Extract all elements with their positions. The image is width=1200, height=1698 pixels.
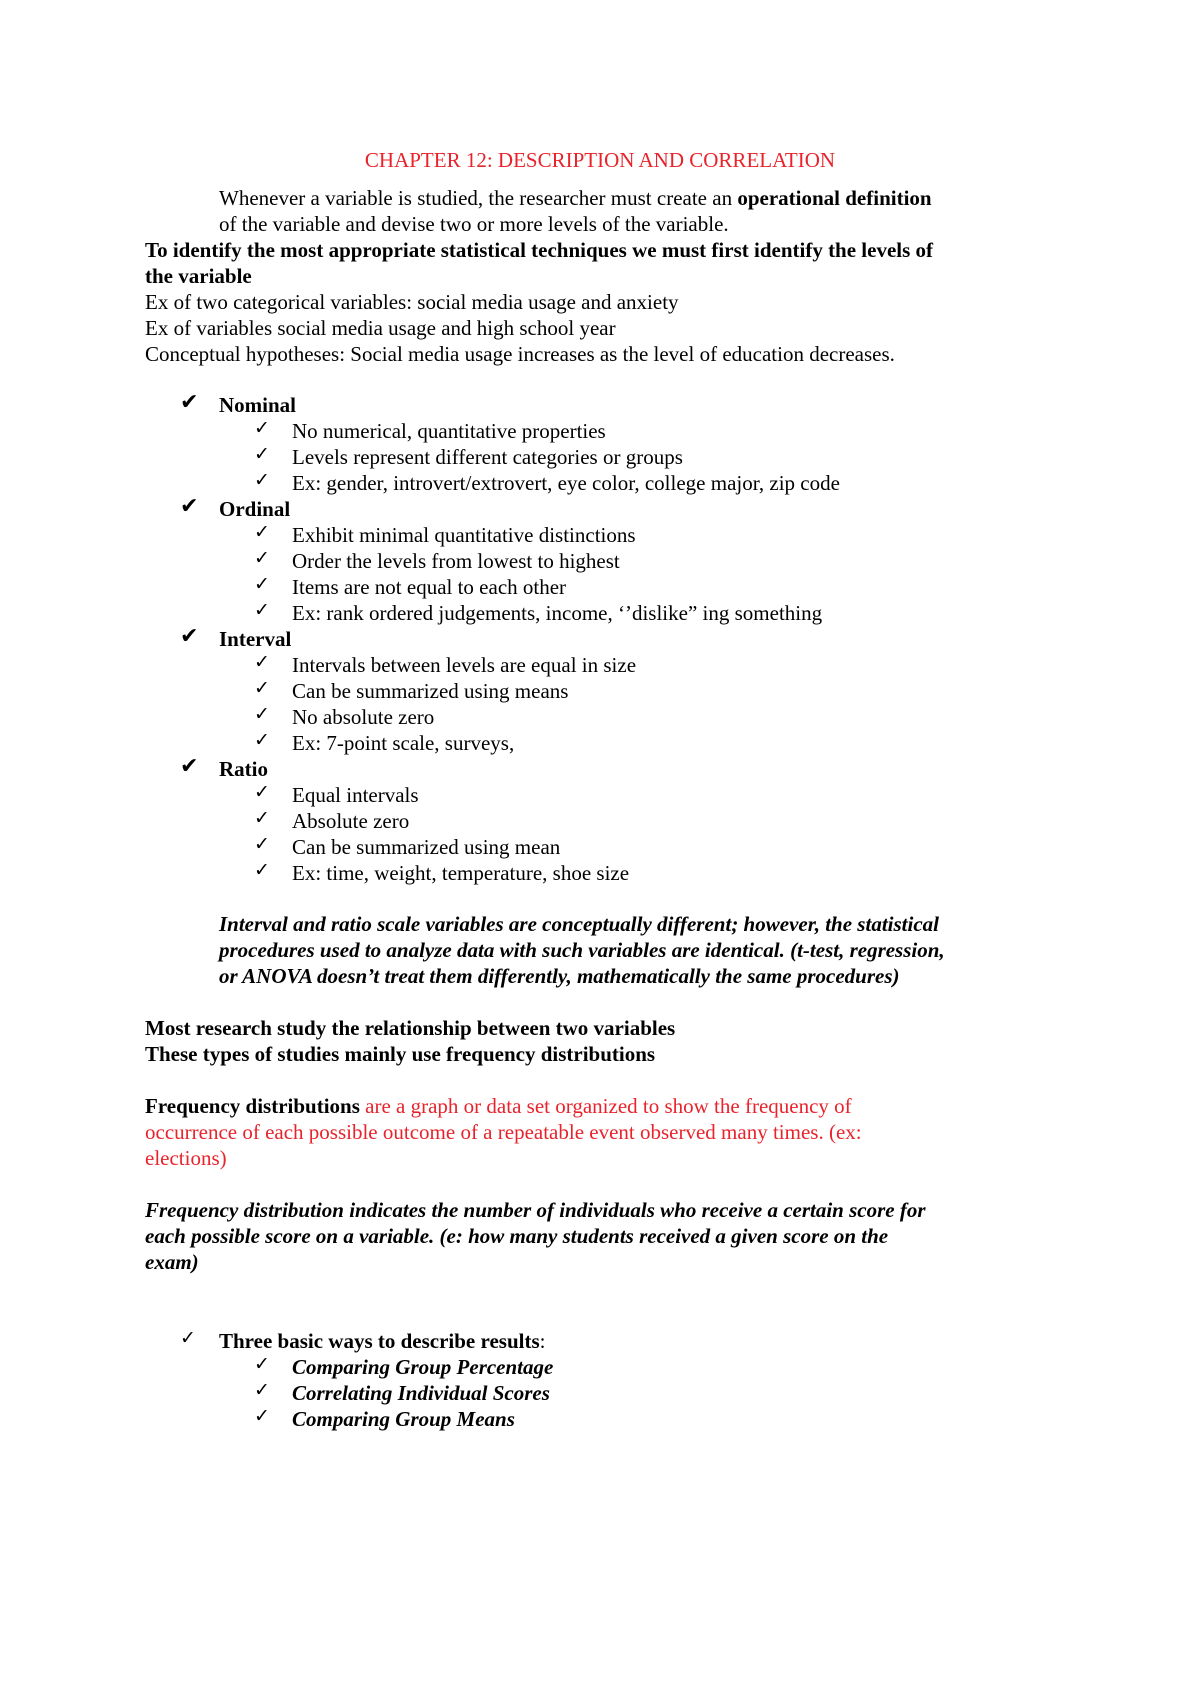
intro-text: Whenever a variable is studied, the researcher must create an bbox=[219, 186, 738, 210]
ratio-item: Equal intervals bbox=[292, 783, 419, 807]
interval-item: No absolute zero bbox=[292, 705, 435, 729]
interval-ratio-note-line-2: procedures used to analyze data with such variables are identical. (t-test, regression, bbox=[219, 938, 945, 962]
research-line-2: These types of studies mainly use frequency distributions bbox=[145, 1042, 656, 1066]
research-line-1: Most research study the relationship between two variables bbox=[145, 1016, 676, 1040]
check-icon: ✓ bbox=[254, 443, 270, 465]
freq-def-line-2: occurrence of each possible outcome of a repeatable event observed many times. (ex: bbox=[145, 1120, 862, 1144]
ways-item: Comparing Group Percentage bbox=[292, 1355, 554, 1379]
check-icon: ✓ bbox=[254, 833, 270, 855]
scale-ratio-heading: Ratio bbox=[219, 757, 268, 781]
interval-ratio-note-line-3: or ANOVA doesn’t treat them differently, mathematically the same procedures) bbox=[219, 964, 900, 988]
check-icon: ✓ bbox=[254, 703, 270, 725]
chapter-title: CHAPTER 12: DESCRIPTION AND CORRELATION bbox=[364, 148, 836, 172]
freq-note-line-3: exam) bbox=[145, 1250, 199, 1274]
identify-levels-line-2: the variable bbox=[145, 264, 252, 288]
check-icon: ✓ bbox=[254, 573, 270, 595]
interval-item: Can be summarized using means bbox=[292, 679, 569, 703]
identify-levels-line-1: To identify the most appropriate statistical techniques we must first identify the levels of bbox=[145, 238, 934, 262]
ordinal-item: Ex: rank ordered judgements, income, ‘’dislike” ing something bbox=[292, 601, 823, 625]
check-icon: ✓ bbox=[254, 781, 270, 803]
check-icon: ✓ bbox=[254, 651, 270, 673]
interval-ratio-note-line-1: Interval and ratio scale variables are conceptually different; however, the statistical bbox=[219, 912, 939, 936]
check-icon: ✓ bbox=[254, 547, 270, 569]
check-icon: ✔ bbox=[180, 624, 199, 649]
ratio-item: Absolute zero bbox=[292, 809, 410, 833]
intro-line-2: of the variable and devise two or more levels of the variable. bbox=[219, 212, 729, 236]
operational-definition-term: operational definition bbox=[737, 186, 932, 210]
freq-note-line-2: each possible score on a variable. (e: how many students received a given score on the bbox=[145, 1224, 889, 1248]
ways-heading-text: Three basic ways to describe results bbox=[219, 1329, 540, 1353]
ways-item: Correlating Individual Scores bbox=[292, 1381, 550, 1405]
check-icon: ✓ bbox=[254, 1353, 270, 1375]
check-icon: ✓ bbox=[254, 521, 270, 543]
ways-heading-colon: : bbox=[539, 1329, 546, 1353]
check-icon: ✓ bbox=[254, 1405, 270, 1427]
scale-ordinal-heading: Ordinal bbox=[219, 497, 291, 521]
check-icon: ✓ bbox=[254, 599, 270, 621]
nominal-item: Ex: gender, introvert/extrovert, eye color, college major, zip code bbox=[292, 471, 840, 495]
interval-item: Ex: 7-point scale, surveys, bbox=[292, 731, 515, 755]
example-line-1: Ex of two categorical variables: social media usage and anxiety bbox=[145, 290, 679, 314]
freq-note-line-1: Frequency distribution indicates the number of individuals who receive a certain score for bbox=[145, 1198, 926, 1222]
intro-line-1 bbox=[219, 185, 932, 211]
scale-interval-heading: Interval bbox=[219, 627, 292, 651]
freq-def-line-3: elections) bbox=[145, 1146, 227, 1170]
check-icon: ✓ bbox=[180, 1327, 196, 1349]
check-icon: ✓ bbox=[254, 677, 270, 699]
check-icon: ✓ bbox=[254, 1379, 270, 1401]
ways-heading bbox=[219, 1328, 545, 1354]
check-icon: ✓ bbox=[254, 469, 270, 491]
scale-nominal-heading: Nominal bbox=[219, 393, 297, 417]
ways-item: Comparing Group Means bbox=[292, 1407, 515, 1431]
freq-def-line-1 bbox=[145, 1093, 852, 1119]
check-icon: ✓ bbox=[254, 729, 270, 751]
check-icon: ✔ bbox=[180, 754, 199, 779]
nominal-item: No numerical, quantitative properties bbox=[292, 419, 606, 443]
example-line-2: Ex of variables social media usage and high school year bbox=[145, 316, 616, 340]
check-icon: ✔ bbox=[180, 494, 199, 519]
nominal-item: Levels represent different categories or groups bbox=[292, 445, 683, 469]
check-icon: ✔ bbox=[180, 390, 199, 415]
ratio-item: Ex: time, weight, temperature, shoe size bbox=[292, 861, 630, 885]
ratio-item: Can be summarized using mean bbox=[292, 835, 561, 859]
frequency-distributions-term: Frequency distributions bbox=[145, 1094, 360, 1118]
ordinal-item: Exhibit minimal quantitative distinctions bbox=[292, 523, 636, 547]
check-icon: ✓ bbox=[254, 417, 270, 439]
freq-def-text: are a graph or data set organized to show the frequency of bbox=[359, 1094, 852, 1118]
interval-item: Intervals between levels are equal in size bbox=[292, 653, 637, 677]
check-icon: ✓ bbox=[254, 807, 270, 829]
ordinal-item: Order the levels from lowest to highest bbox=[292, 549, 620, 573]
example-line-3: Conceptual hypotheses: Social media usage increases as the level of education decreases. bbox=[145, 342, 895, 366]
check-icon: ✓ bbox=[254, 859, 270, 881]
ordinal-item: Items are not equal to each other bbox=[292, 575, 567, 599]
